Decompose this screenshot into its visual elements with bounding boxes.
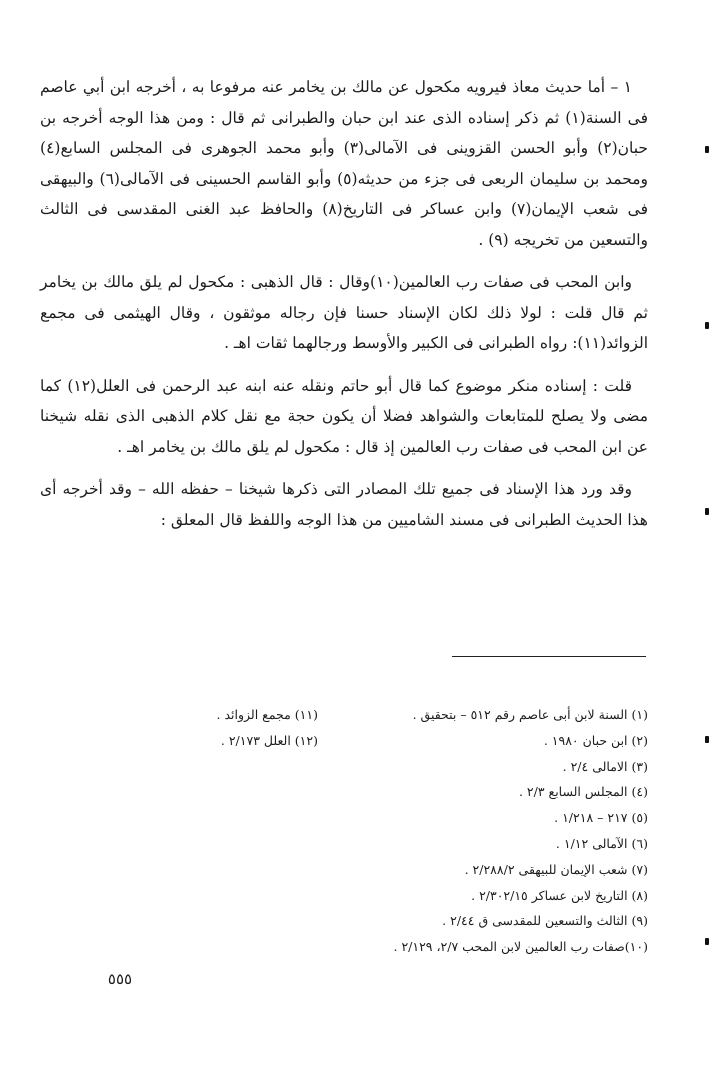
edge-mark xyxy=(705,736,709,743)
edge-mark xyxy=(705,146,709,153)
main-text xyxy=(40,72,648,547)
footnote-1: (١) السنة لابن أبى عاصم رقم ٥١٢ – بتحقيق . xyxy=(412,707,648,722)
paragraph-2: وابن المحب فى صفات رب العالمين(١٠)وقال : قال الذهبى : مكحول لم يلق مالك بن يخامر ثم قال قلت : لولا ذلك لكان الإسناد حسنا فإن رجاله موثقون ، وقال الهيثمى فى مجمع الزوائد(١١): رواه الطبرانى فى الكبير والأوسط ورجالهما ثقات اهـ . xyxy=(40,273,648,352)
footnote-3: (٣) الامالى ٢/٤ . xyxy=(562,758,648,774)
footnote-11: (١١) مجمع الزوائد . xyxy=(216,707,318,722)
paragraph-3: قلت : إسناده منكر موضوع كما قال أبو حاتم ونقله عنه ابنه عبد الرحمن فى العلل(١٢) كما مضى ولا يصلح للمتابعات والشواهد فضلا أن يكون حجة مع نقل كلام الذهبى الذى نقله شيخنا عن ابن المحب فى صفات رب العالمين إذ قال : مكحول لم يلق مالك بن يخامر اهـ . xyxy=(40,376,648,456)
footnote-5: (٥) ٢١٧ – ١/٢١٨ . xyxy=(554,810,648,826)
footnote-2: (٢) ابن حبان ١٩٨٠ . xyxy=(543,732,648,748)
footnote-7: (٧) شعب الإيمان للبيهقى ٢/٢٨٨/٢ . xyxy=(464,861,648,877)
page-number: ٥٥٥ xyxy=(107,970,133,988)
footnotes-right-column xyxy=(348,702,648,960)
edge-mark xyxy=(705,322,709,329)
footnote-separator xyxy=(452,656,646,657)
paragraph-4: وقد ورد هذا الإسناد فى جميع تلك المصادر التى ذكرها شيخنا – حفظه الله – وقد أخرجه أى هذا الحديث الطبرانى فى مسند الشاميين من هذا الوجه واللفظ قال المعلق : xyxy=(40,480,648,529)
footnote-12: (١٢) العلل ٢/١٧٣ . xyxy=(220,732,318,748)
footnote-6: (٦) الآمالى ١/١٢ . xyxy=(555,835,648,851)
edge-mark xyxy=(705,938,709,945)
footnotes-left-column xyxy=(168,702,318,754)
edge-mark xyxy=(705,508,709,515)
footnote-8: (٨) التاريخ لابن عساكر ٢/٣٠٢/١٥ . xyxy=(471,887,648,903)
footnote-10: (١٠)صفات رب العالمين لابن المحب ٢/٧، ٢/١٢٩ . xyxy=(393,939,648,955)
footnote-9: (٩) الثالث والتسعين للمقدسى ق ٢/٤٤ . xyxy=(442,913,648,929)
footnote-4: (٤) المجلس السابع ٢/٣ . xyxy=(518,784,648,800)
paragraph-1: ١ – أما حديث معاذ فيرويه مكحول عن مالك بن يخامر عنه مرفوعا به ، أخرجه ابن أبي عاصم فى السنة(١) ثم ذكر إسناده الذى عند ابن حبان والطبرانى ثم قال : ومن هذا الوجه أخرجه بن حبان(٢) وأبو الحسن القزوينى فى الآمالى(٣) وأبو محمد الجوهرى فى المجلس السابع(٤) ومحمد بن سليمان الربعى فى جزء من حديثه(٥) وأبو القاسم الحسينى فى الآمالى(٦) والبيهقى فى شعب الإيمان(٧) وابن عساكر فى التاريخ(٨) والحافظ عبد الغنى المقدسى فى الثالث والتسعين من تخريجه (٩) . xyxy=(40,78,648,249)
